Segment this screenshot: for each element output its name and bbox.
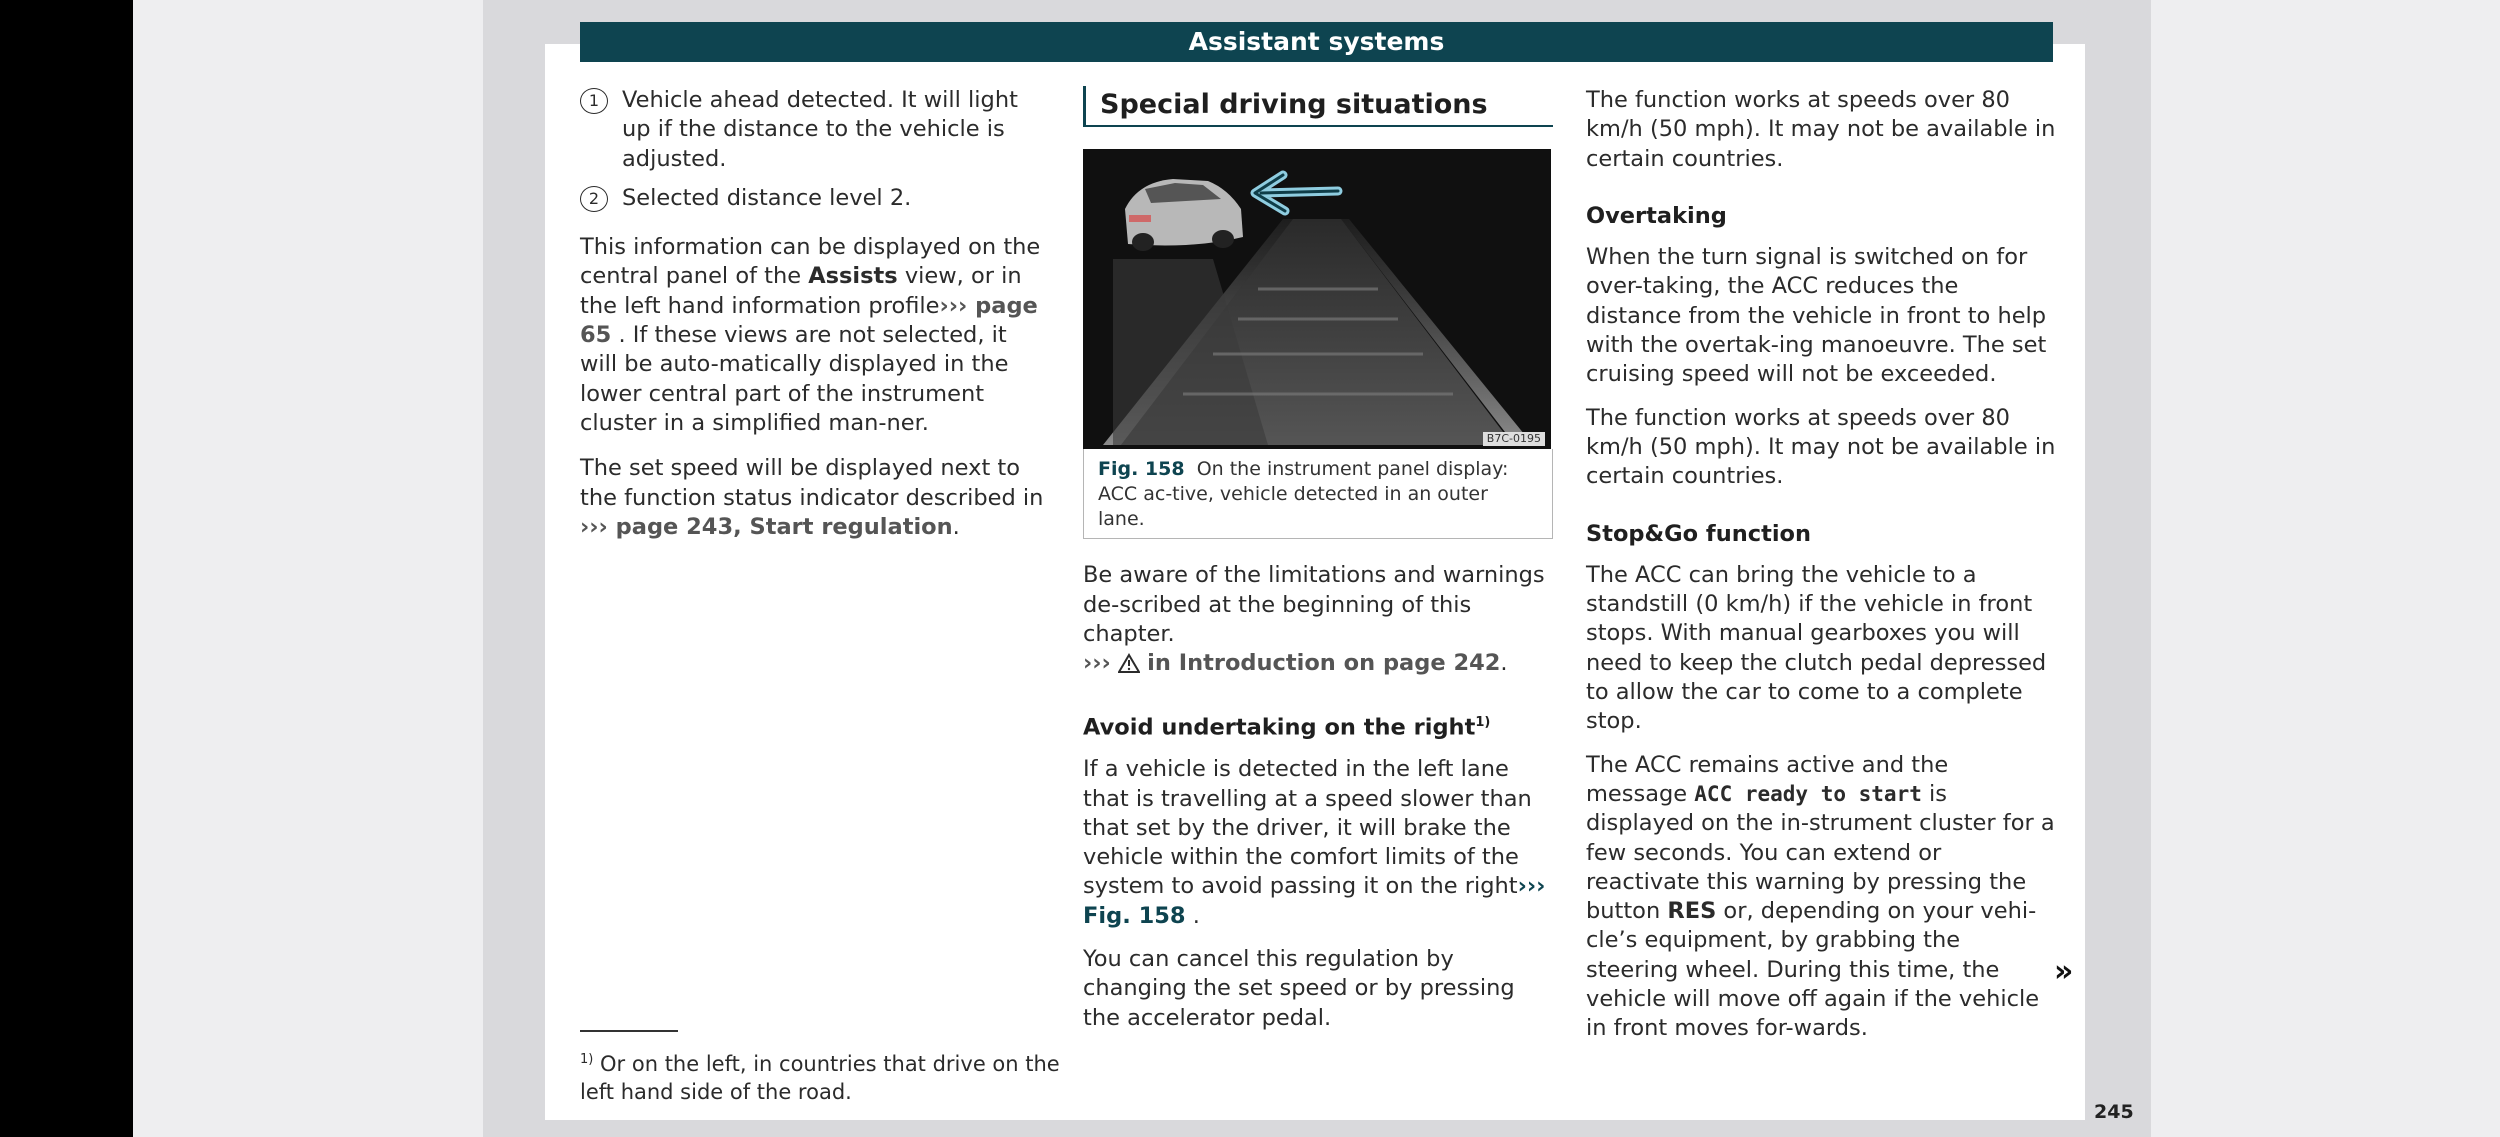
footnote: $^{1)}$ Or on the left, in countries that drive on the left hand side of the road. (580, 1052, 1060, 1104)
paragraph-cancel: You can cancel this regulation by changing the set speed or by pressing the accelerator pedal. (1083, 946, 1515, 1031)
legend-text-1: Vehicle ahead detected. It will light up if the distance to the vehicle is adjusted. (622, 87, 1018, 172)
paragraph-set-speed: The set speed will be displayed next to the function status indicator described in ››› page 243, Start regulation. (580, 455, 1044, 540)
continue-marker: » (2054, 954, 2074, 989)
paragraph-limitations: Be aware of the limitations and warnings de-scribed at the beginning of this chapter. ››› in Introduction on page 242. (1083, 562, 1545, 677)
legend-number-1: 1 (580, 88, 608, 114)
figure-158 (1083, 149, 1551, 449)
res-button-label: RES (1667, 898, 1717, 925)
paragraph-overtaking: When the turn signal is switched on for over-taking, the ACC reduces the distance from the vehicle in front to help with the overtak-ing manoeuvre. The set cruising speed will not be exceeded. (1586, 244, 2047, 388)
figure-label: Fig. 158 (1098, 458, 1185, 481)
page-243-link[interactable]: ››› page 243, Start regulation (580, 513, 953, 540)
page-65-link[interactable]: ››› page 65 (580, 292, 1038, 349)
page-number: 245 (2094, 1101, 2134, 1123)
section-title: Special driving situations (1083, 86, 1553, 127)
heading-stop-go: Stop&Go function (1586, 520, 1812, 547)
chapter-header (580, 22, 2053, 62)
heading-overtaking: Overtaking (1586, 202, 1727, 229)
figure-caption: Fig. 158 On the instrument panel display: ACC ac-tive, vehicle detected in an outer lane. (1083, 449, 1553, 539)
heading-avoid-undertaking: Avoid undertaking on the right$^{1)}$ (1083, 714, 1491, 741)
paragraph-display-info: This information can be displayed on the central panel of the Assists view, or in the left hand information profile››› page 65 . If these views are not selected, it will be auto-matically displayed in the lower central part of the instrument cluster in a simplified man-ner. (580, 234, 1041, 436)
assists-term: Assists (808, 263, 898, 290)
column-right (1586, 86, 2056, 1058)
column-left (580, 86, 1050, 556)
paragraph-stop-go: The ACC can bring the vehicle to a standstill (0 km/h) if the vehicle in front stops. With manual gearboxes you will need to keep the clutch pedal depressed to allow the car to come to a complete stop. (1586, 561, 2047, 735)
paragraph-undertaking: If a vehicle is detected in the left lane that is travelling at a speed slower than that set by the driver, it will brake the vehicle within the comfort limits of the system to avoid passing it on the right››› Fig. 158 . (1083, 756, 1546, 929)
fig-158-link[interactable]: ››› Fig. 158 (1083, 873, 1546, 929)
footnote-number: 1) (580, 1052, 594, 1067)
column-middle (1083, 86, 1553, 1047)
figure-code: B7C-0195 (1483, 432, 1545, 446)
paragraph-speed-note-2: The function works at speeds over 80 km/h (50 mph). It may not be available in certain countries. (1586, 404, 2056, 490)
legend-number-2: 2 (580, 186, 608, 212)
paragraph-acc-ready: The ACC remains active and the message ACC ready to start is displayed on the in-strument cluster for a few seconds. You can extend or reactivate this warning by pressing the button RES or, depending on your vehi-cle’s equipment, by grabbing the steering wheel. During this time, the vehicle will move off again if the vehicle in front moves for-wards. (1586, 751, 2055, 1042)
warning-icon (1118, 653, 1140, 673)
acc-ready-message: ACC ready to start (1694, 781, 1922, 806)
legend-text-2: Selected distance level 2. (622, 184, 912, 211)
chapter-title: Assistant systems (1188, 27, 1445, 56)
acc-display-illustration (1083, 149, 1551, 449)
legend-item-2 (580, 184, 1050, 213)
paragraph-speed-note-1: The function works at speeds over 80 km/h (50 mph). It may not be available in certain countries. (1586, 87, 2056, 172)
legend-item-1 (580, 86, 1050, 174)
footnote-marker: 1) (1475, 715, 1491, 731)
introduction-link[interactable]: in Introduction on page 242 (1147, 650, 1501, 677)
footnote-divider (580, 1030, 678, 1032)
